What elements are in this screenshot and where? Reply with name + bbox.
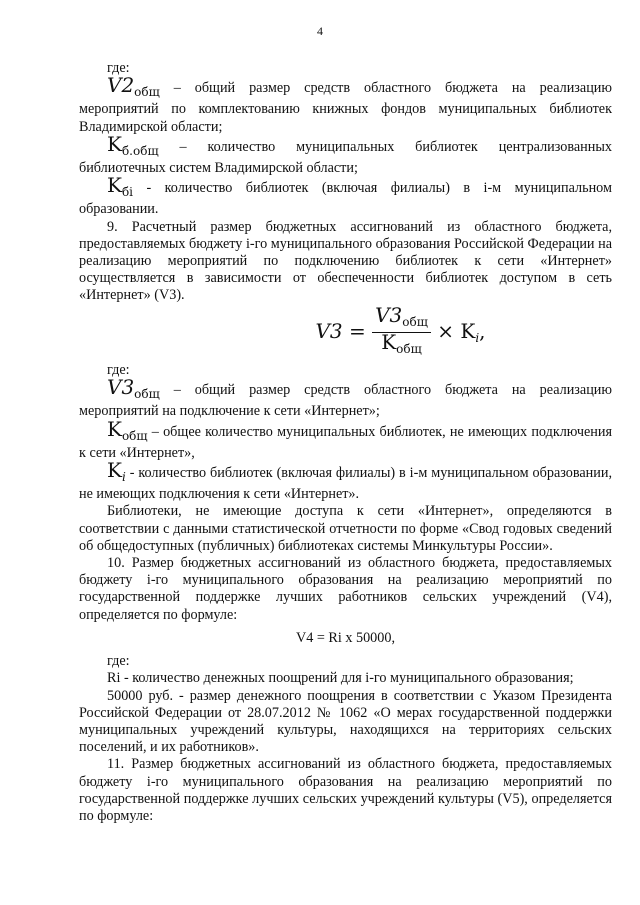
ko-definition: – общее количество муниципальных библиотек, не имеющих подключения к сети «Интернет», xyxy=(79,423,612,461)
v2-subscript: общ xyxy=(134,85,160,100)
kbi-subscript: бi xyxy=(121,185,134,200)
v3-definition: – общий размер средств областного бюджета на реализацию мероприятий на подключение к сети «Интернет»; xyxy=(79,382,612,420)
where-label-2: где: xyxy=(107,362,130,379)
def-ki xyxy=(79,458,612,503)
v3-subscript: общ xyxy=(134,387,160,402)
paragraph-9: 9. Расчетный размер бюджетных ассигнований из областного бюджета, предоставляемых бюджету i-го муниципального образования Российской Федерации на реализацию мероприятий по подключению библиотек к сети «Интернет» осуществляется в зависимости от обеспеченности библиотек доступом в сеть «Интернет» (V3). xyxy=(79,218,612,304)
formula-v3-eq: = xyxy=(342,318,373,343)
ki-definition: - количество библиотек (включая филиалы) в i-м муниципальном образовании, не имеющих подключения к сети «Интернет». xyxy=(79,465,612,503)
ki-subscript: i xyxy=(121,470,126,485)
def-kb xyxy=(79,131,612,177)
num-subscript: общ xyxy=(402,314,428,329)
v3-symbol: V3 xyxy=(107,375,135,400)
kb-symbol: K xyxy=(107,131,122,156)
def-ri: Ri - количество денежных поощрений для i-го муниципального образования; xyxy=(107,670,574,687)
page-number: 4 xyxy=(317,24,323,38)
formula-v3 xyxy=(189,302,612,358)
def-kbi xyxy=(79,173,612,218)
kb-subscript: б.общ xyxy=(121,143,159,158)
formula-v3-fraction xyxy=(372,302,431,358)
den-symbol: K xyxy=(381,329,397,354)
kbi-symbol: K xyxy=(107,173,122,198)
paragraph-10: 10. Размер бюджетных ассигнований из областного бюджета, предоставляемых бюджету i-го муниципального образования на реализацию мероприятий по государственной поддержке лучших работников сельских учреждений (V4), определяется по формуле: xyxy=(79,555,612,623)
kbi-definition: - количество библиотек (включая филиалы) в i-м муниципальном образовании. xyxy=(79,180,612,218)
formula-v3-end: , xyxy=(479,318,486,343)
ko-subscript: общ xyxy=(121,428,148,443)
def-v2 xyxy=(79,73,612,136)
formula-v4: V4 = Ri x 50000, xyxy=(295,629,396,646)
v2-symbol: V2 xyxy=(107,73,135,98)
formula-v3-times: × xyxy=(430,318,461,343)
formula-v3-k: K xyxy=(460,318,476,343)
paragraph-11: 11. Размер бюджетных ассигнований из областного бюджета, предоставляемых бюджету i-го муниципального образования на реализацию мероприятий по государственной поддержке лучших сельских учреждений культуры (V5), определяется по формуле: xyxy=(79,756,612,824)
def-ko xyxy=(79,416,612,462)
den-subscript: общ xyxy=(396,341,422,356)
paragraph-50000: 50000 руб. - размер денежного поощрения в соответствии с Указом Президента Российской Федерации от 28.07.2012 № 1062 «О мерах государственной поддержки муниципальных учреждений культуры, находящихся на территориях сельских поселений, и их работников». xyxy=(79,687,612,756)
kb-definition: – количество муниципальных библиотек централизованных библиотечных систем Владимирской области; xyxy=(79,138,612,177)
paragraph-libraries: Библиотеки, не имеющие доступа к сети «Интернет», определяются в соответствии с данными статистической отчетности по форме «Свод годовых сведений об общедоступных (публичных) библиотеках системы Минкультуры России». xyxy=(79,503,612,554)
formula-v3-lhs: V3 xyxy=(315,318,343,343)
num-symbol: V3 xyxy=(375,302,403,327)
v2-definition: – общий размер средств областного бюджета на реализацию мероприятий по комплектованию книжных фондов муниципальных библиотек Владимирской области; xyxy=(79,80,612,135)
ko-symbol: K xyxy=(107,416,122,441)
page-body xyxy=(79,60,612,825)
formula-v3-denominator xyxy=(372,329,431,358)
formula-v3-k-sub: i xyxy=(475,330,480,345)
ki-symbol: K xyxy=(107,458,122,483)
where-label-3: где: xyxy=(107,653,130,670)
where-label-1: где: xyxy=(107,60,130,76)
def-v3 xyxy=(79,375,612,420)
